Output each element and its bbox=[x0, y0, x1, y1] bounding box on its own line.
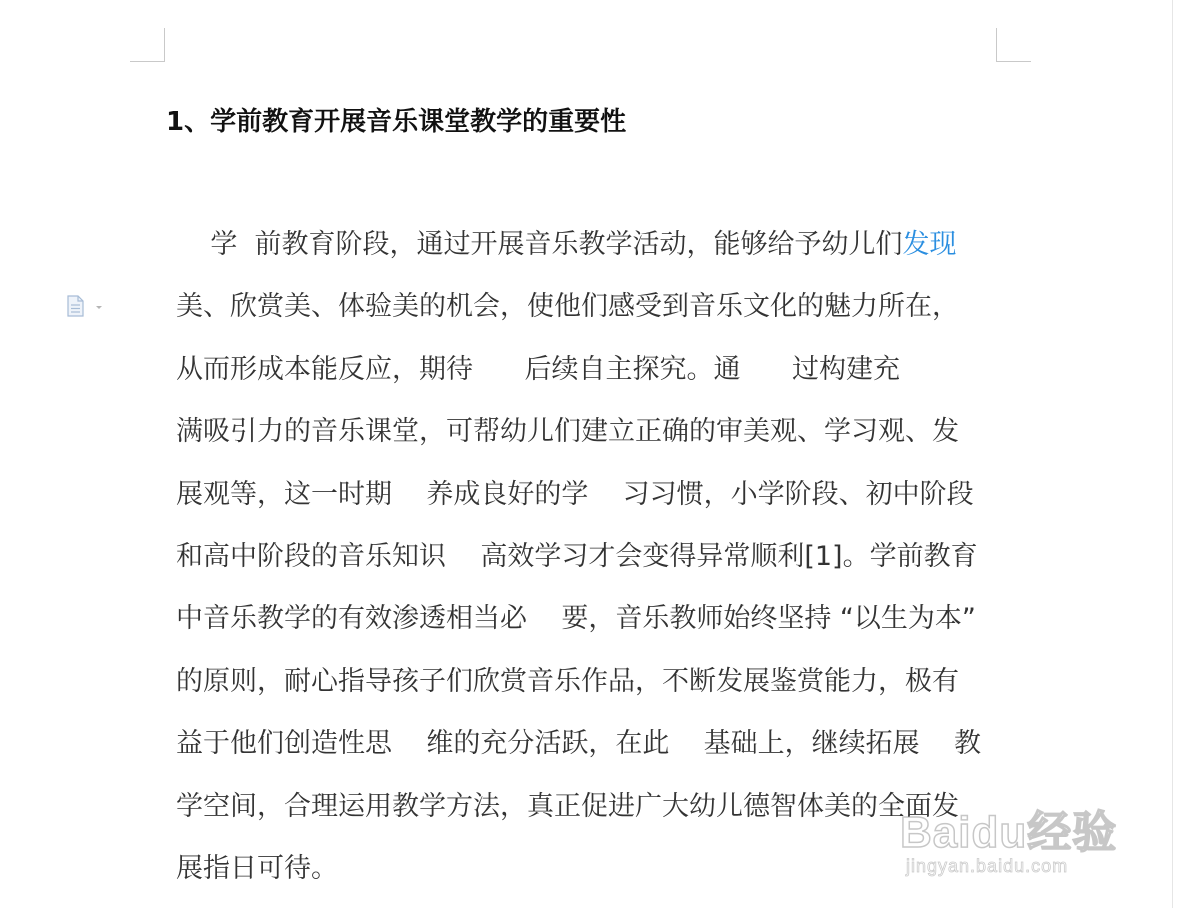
body-line bbox=[176, 526, 996, 588]
page-right-edge bbox=[1172, 0, 1173, 908]
body-line bbox=[176, 838, 996, 900]
section-heading: 1、学前教育开展音乐课堂教学的重要性 bbox=[166, 107, 627, 137]
body-line bbox=[176, 713, 996, 775]
baidu-jingyan-watermark bbox=[900, 778, 1140, 888]
body-paragraph bbox=[176, 214, 996, 900]
watermark-logo-text: Baidu经验 bbox=[900, 808, 1118, 857]
page-corner-top-left bbox=[130, 28, 165, 62]
body-line bbox=[176, 588, 996, 650]
body-line-text: 从而形成本能反应，期待 后续自主探究。通 过构建充 bbox=[176, 353, 900, 385]
body-line bbox=[176, 339, 996, 401]
body-line-text: 学 前教育阶段，通过开展音乐教学活动，能够给予幼儿们 bbox=[176, 229, 903, 260]
watermark-url: jingyan.baidu.com bbox=[906, 856, 1069, 876]
body-line-text: 益于他们创造性思 维的充分活跃，在此 基础上，继续拓展 教 bbox=[176, 728, 981, 760]
body-line bbox=[176, 214, 996, 276]
link-text[interactable]: 发现 bbox=[902, 229, 957, 260]
body-line-text: 展观等，这一时期 养成良好的学 习习惯，小学阶段、初中阶段 bbox=[176, 478, 974, 510]
body-line bbox=[176, 401, 996, 463]
paragraph-menu-button[interactable] bbox=[66, 294, 106, 320]
body-line-text: 展指日可待。 bbox=[176, 852, 338, 884]
body-line bbox=[176, 651, 996, 713]
body-line-text: 中音乐教学的有效渗透相当必 要，音乐教师始终坚持 “以生为本” bbox=[176, 603, 976, 635]
body-line bbox=[176, 776, 996, 838]
body-line-text: 美、欣赏美、体验美的机会，使他们感受到音乐文化的魅力所在， bbox=[176, 291, 959, 323]
body-line-text: 学空间，合理运用教学方法，真正促进广大幼儿德智体美的全面发 bbox=[176, 790, 959, 822]
body-line-text: 的原则，耐心指导孩子们欣赏音乐作品，不断发展鉴赏能力，极有 bbox=[176, 665, 959, 697]
body-line bbox=[176, 276, 996, 338]
document-icon bbox=[66, 294, 106, 320]
page-corner-top-right bbox=[996, 28, 1031, 62]
body-line bbox=[176, 464, 996, 526]
body-line-text: 和高中阶段的音乐知识 高效学习才会变得异常顺利[1]。学前教育 bbox=[176, 540, 978, 572]
body-line-text: 满吸引力的音乐课堂，可帮幼儿们建立正确的审美观、学习观、发 bbox=[176, 416, 959, 448]
